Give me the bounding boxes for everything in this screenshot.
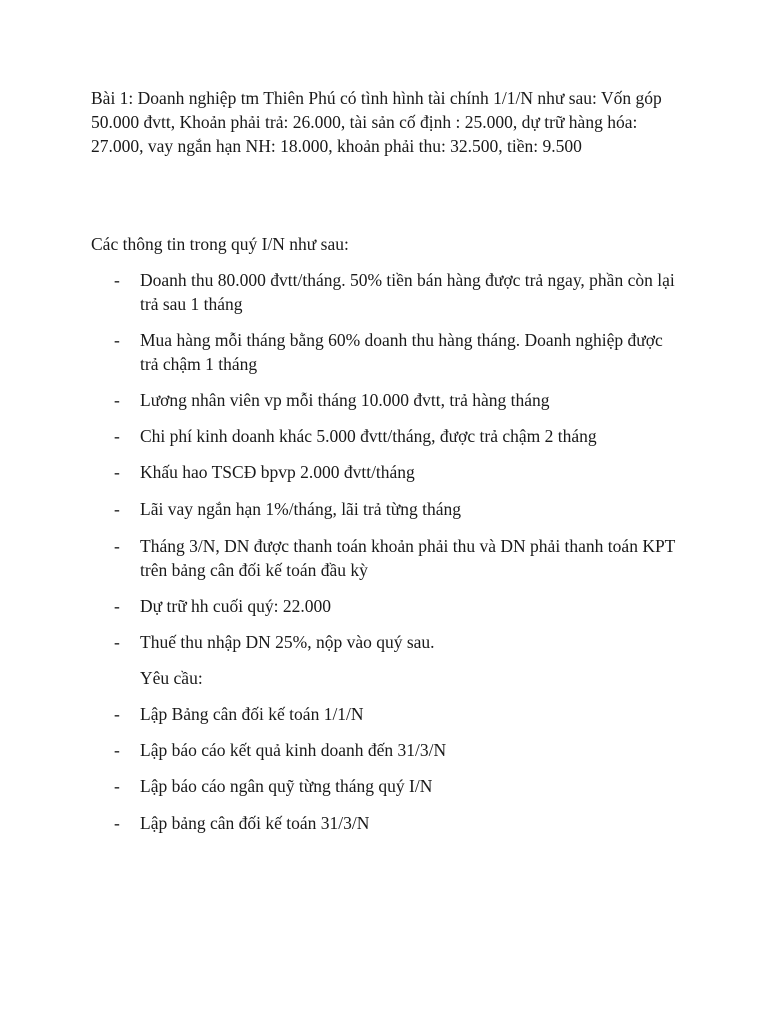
list-item-text: Lập báo cáo kết quả kinh doanh đến 31/3/N <box>140 740 447 760</box>
bullet-dash: - <box>114 536 120 556</box>
list-item-text: Mua hàng mỗi tháng bằng 60% doanh thu hàng tháng. Doanh nghiệp được trả chậm 1 tháng <box>140 330 663 374</box>
info-section-label: Các thông tin trong quý I/N như sau: <box>91 234 349 254</box>
bullet-dash: - <box>114 462 120 482</box>
list-item-text: Khấu hao TSCĐ bpvp 2.000 đvtt/tháng <box>140 462 415 482</box>
list-item-text: Doanh thu 80.000 đvtt/tháng. 50% tiền bán hàng được trả ngay, phần còn lại trả sau 1 tháng <box>140 270 675 314</box>
bullet-dash: - <box>114 596 120 616</box>
bullet-dash: - <box>114 776 120 796</box>
list-item-text: Lãi vay ngắn hạn 1%/tháng, lãi trả từng tháng <box>140 499 461 519</box>
requirements-label: Yêu cầu: <box>140 668 203 688</box>
list-item-text: Thuế thu nhập DN 25%, nộp vào quý sau. <box>140 632 435 652</box>
bullet-dash: - <box>114 426 120 446</box>
bullet-dash: - <box>114 704 120 724</box>
list-item-text: Chi phí kinh doanh khác 5.000 đvtt/tháng, được trả chậm 2 tháng <box>140 426 597 446</box>
list-item-text: Lập Bảng cân đối kế toán 1/1/N <box>140 704 364 724</box>
bullet-dash: - <box>114 632 120 652</box>
bullet-dash: - <box>114 390 120 410</box>
list-item-text: Lương nhân viên vp mỗi tháng 10.000 đvtt, trả hàng tháng <box>140 390 550 410</box>
list-item-text: Lập báo cáo ngân quỹ từng tháng quý I/N <box>140 776 433 796</box>
bullet-dash: - <box>114 740 120 760</box>
list-item-text: Lập bảng cân đối kế toán 31/3/N <box>140 813 370 833</box>
bullet-dash: - <box>114 330 120 350</box>
bullet-dash: - <box>114 499 120 519</box>
list-item-text: Tháng 3/N, DN được thanh toán khoản phải thu và DN phải thanh toán KPT trên bảng cân đối kế toán đầu kỳ <box>140 536 676 580</box>
list-item-text: Dự trữ hh cuối quý: 22.000 <box>140 596 332 616</box>
bullet-dash: - <box>114 270 120 290</box>
bullet-dash: - <box>114 813 120 833</box>
problem-intro: Bài 1: Doanh nghiệp tm Thiên Phú có tình hình tài chính 1/1/N như sau: Vốn góp 50.000 đvtt, Khoản phải trả: 26.000, tài sản cố định : 25.000, dự trữ hàng hóa: 27.000, vay ngắn hạn NH: 18.000, khoản phải thu: 32.500, tiền: 9.500 <box>91 88 662 156</box>
